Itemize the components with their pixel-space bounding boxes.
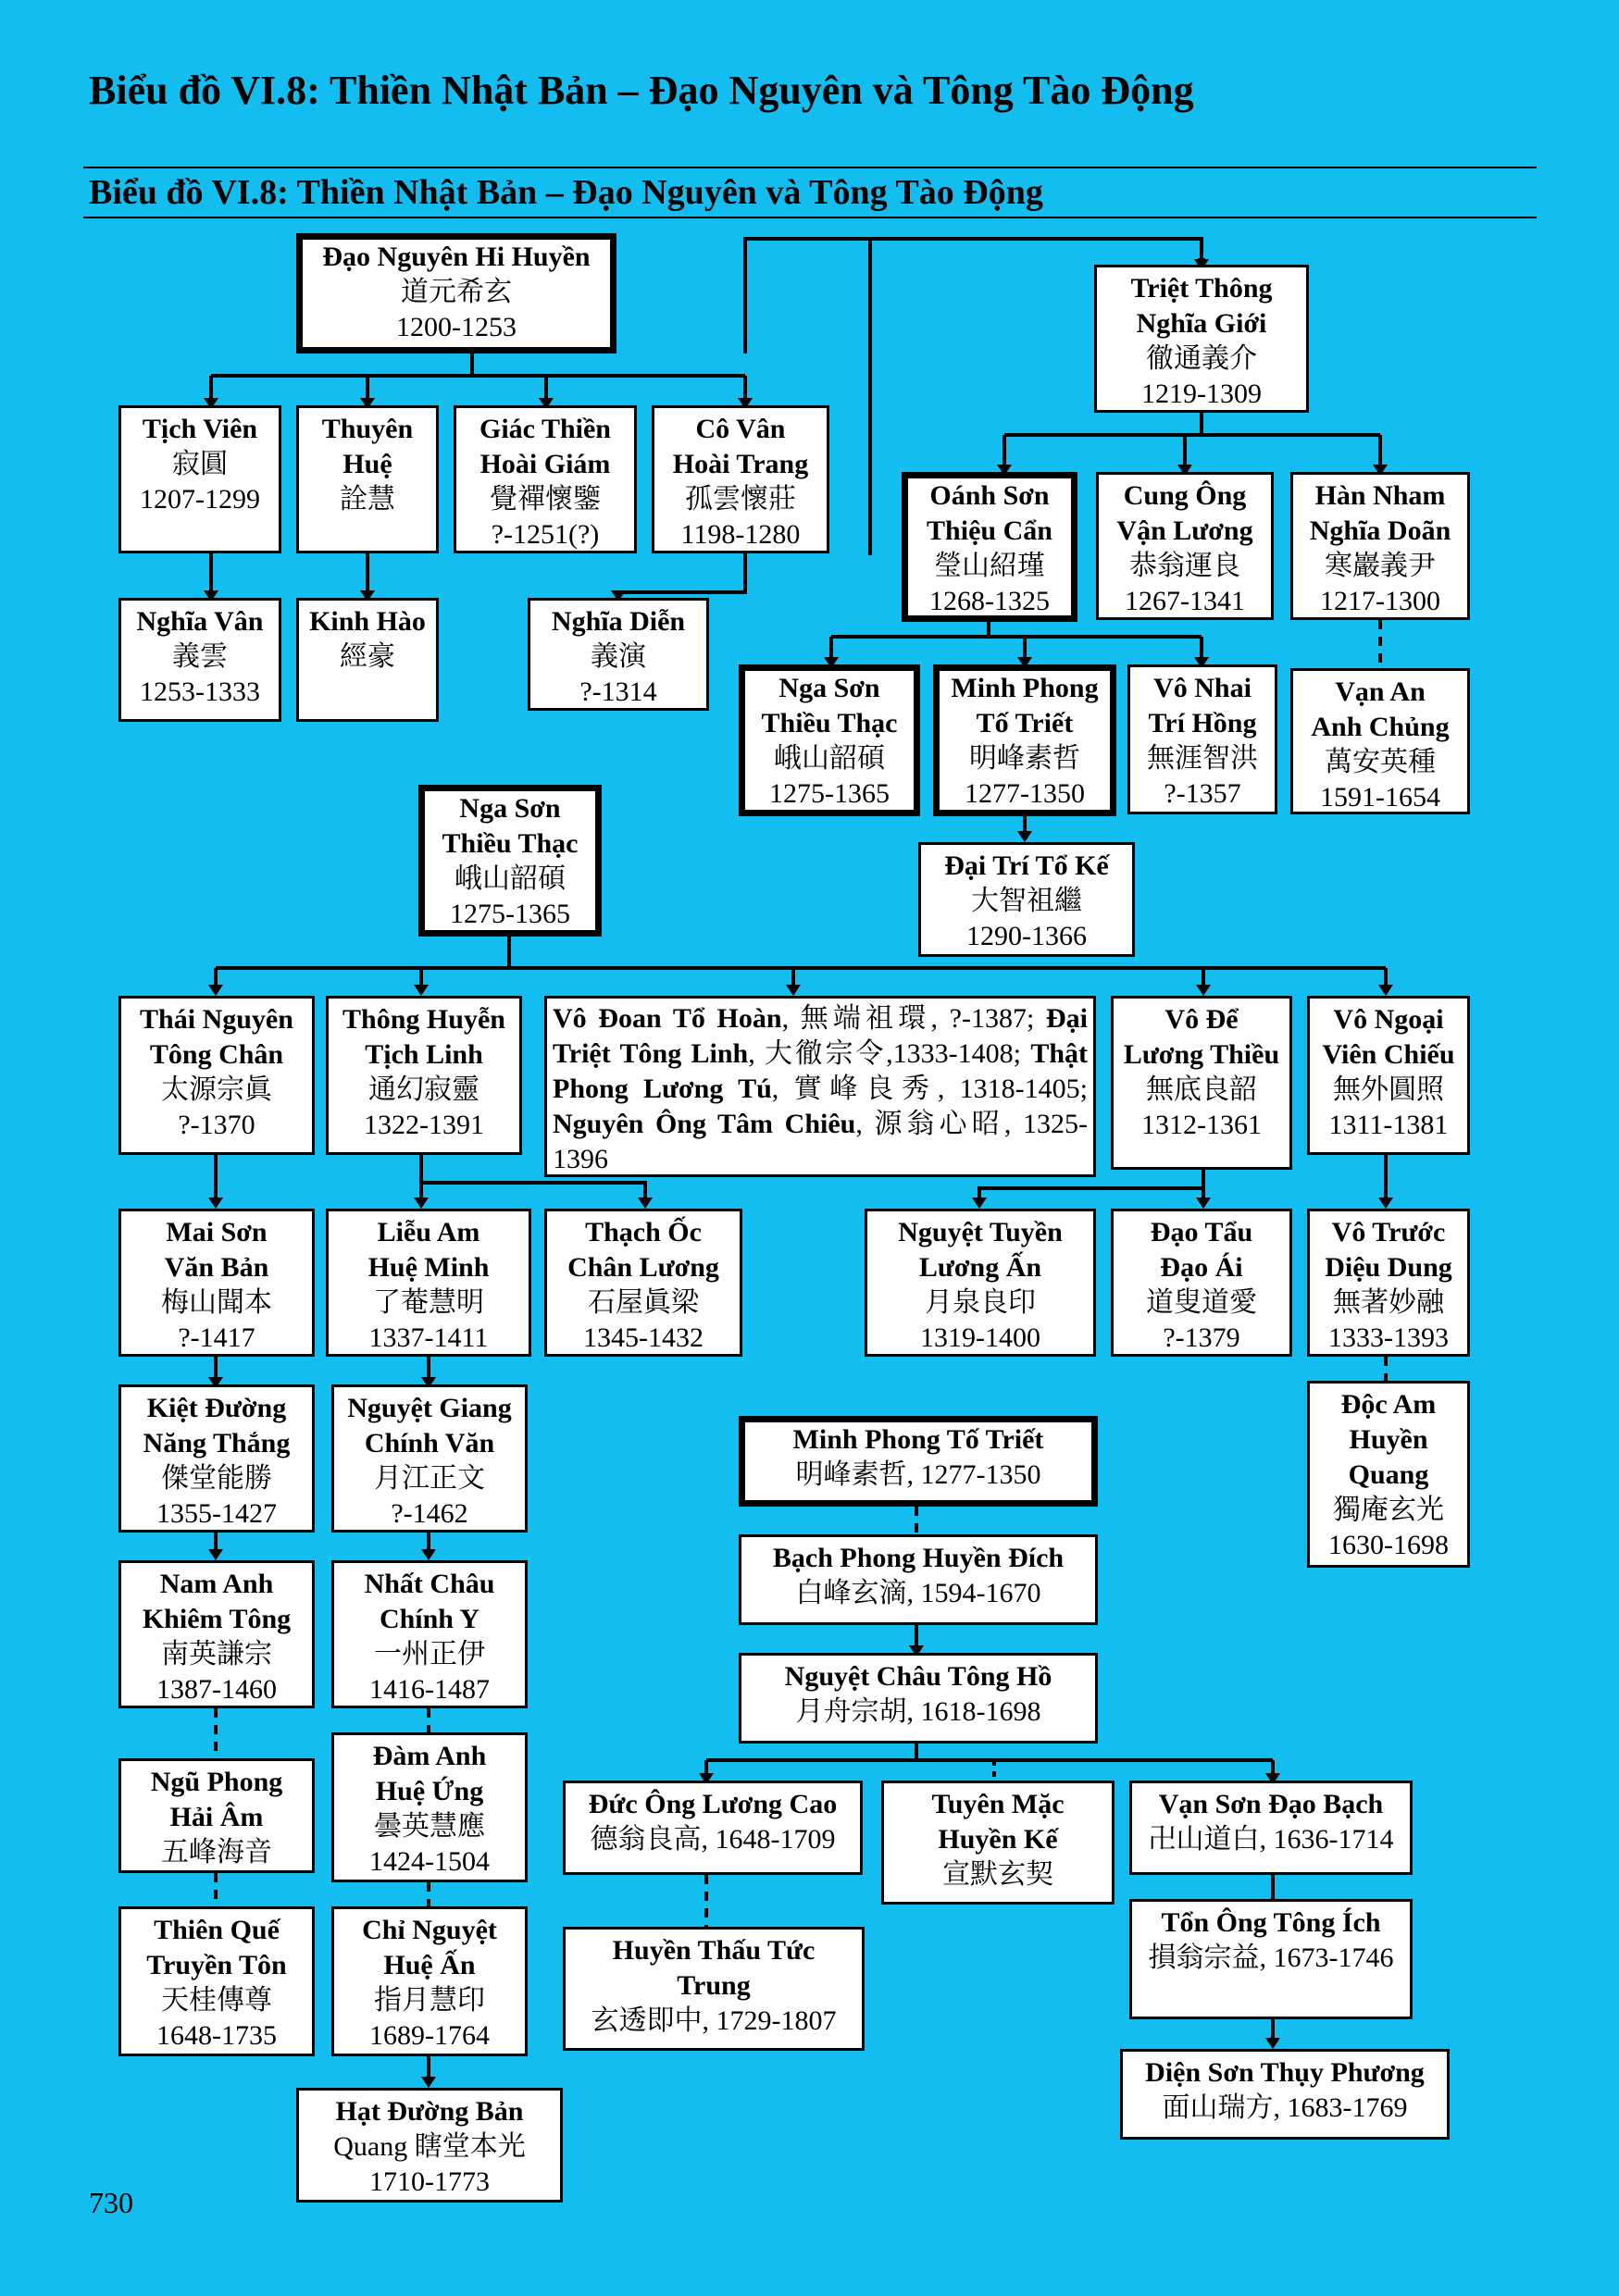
node-dien-son [1120,2049,1450,2140]
page-title: Biểu đồ VI.8: Thiền Nhật Bản – Đạo Nguyên và Tông Tào Động [89,68,1194,113]
node-chinese: 五峰海音 [161,1837,272,1868]
node-nga-son-mid [418,785,602,937]
node-name: Thiệu Cẩn [927,515,1052,546]
node-years: 1424-1504 [369,1846,490,1877]
node-giac-thien [454,405,637,553]
node-hat-duong [296,2088,563,2203]
node-name: Thiều Thạc [442,828,579,859]
node-vo-truoc [1307,1209,1470,1357]
node-chinese: 瑩山紹瑾 [934,551,1045,581]
node-name: Ngũ Phong [150,1767,283,1797]
node-name: Đạo Ái [1160,1252,1243,1283]
node-name: Vô Ngoại [1333,1004,1444,1035]
node-chinese: 道叟道愛 [1146,1287,1257,1318]
node-name: Thái Nguyên [140,1004,293,1035]
node-name: Hoài Giám [479,449,611,479]
node-dam-anh [331,1732,528,1882]
node-chinese: 孤雲懷莊 [685,484,796,515]
node-duc-ong [563,1781,863,1875]
node-name: Tông Chân [149,1039,284,1070]
node-name: Vạn An [1335,676,1426,707]
node-years: 1207-1299 [140,484,260,515]
node-chinese: 寒巖義尹 [1325,551,1436,581]
node-name: Chính Văn [364,1428,495,1458]
page-number: 730 [89,2186,133,2219]
node-chinese: 傑堂能勝 [161,1463,272,1494]
node-chinese: 覺禪懷鑒 [490,484,601,515]
node-name: Huyền Kế [938,1824,1058,1855]
chart-title: Biểu đồ VI.8: Thiền Nhật Bản – Đạo Nguyên và Tông Tào Động [89,173,1043,212]
node-years: 1345-1432 [583,1322,704,1353]
node-name: Hàn Nham [1314,480,1446,511]
node-thuyen-hue [296,405,439,553]
node-chinese-years: 卍山道白, 1636-1714 [1148,1824,1394,1855]
node-chinese: 一州正伊 [374,1639,485,1669]
node-chinese-years: 玄透即中, 1729-1807 [591,2005,837,2036]
node-years: 1630-1698 [1328,1530,1449,1560]
node-name: Vô Để [1164,1004,1239,1035]
node-name: Huệ Ấn [383,1950,476,1980]
node-minh-phong-low [739,1416,1098,1507]
node-chinese: 了菴慧明 [373,1287,484,1318]
node-chinese: 宣默玄契 [942,1859,1053,1890]
node-years: ?-1370 [178,1110,255,1140]
node-years: 1319-1400 [920,1322,1040,1353]
node-chi-nguyet [331,1906,528,2056]
node-name: Tịch Viên [142,414,258,444]
node-chinese: 大智祖繼 [971,886,1082,916]
node-huyen-thau [563,1927,865,2051]
node-chinese: 無底良韶 [1146,1074,1257,1105]
node-bach-phong [739,1534,1098,1625]
node-name: Thuyên [321,414,414,444]
node-name: Nghĩa Vân [136,606,264,637]
node-tuyen-mac [881,1781,1115,1905]
node-lieu-am [326,1209,531,1357]
node-years: 1689-1764 [369,2020,490,2051]
node-nghia-dien [528,598,709,711]
node-chinese: 獨庵玄光 [1333,1495,1444,1525]
node-chinese: 梅山聞本 [161,1287,272,1318]
node-name: Oánh Sơn [929,480,1050,511]
node-name: Huệ [342,449,392,479]
node-dai-tri [918,842,1135,957]
node-name: Triệt Thông [1130,273,1273,304]
node-name: Năng Thắng [143,1428,291,1458]
node-years: 1253-1333 [140,676,260,707]
node-name: Lương Thiều [1123,1039,1280,1070]
node-chinese: 義演 [591,641,646,672]
node-name: Minh Phong Tố Triết [792,1424,1044,1455]
node-thong-huyen [326,996,522,1155]
node-name: Nguyệt Tuyền [898,1217,1063,1247]
node-years: 1591-1654 [1320,782,1440,813]
node-thach-oc [544,1209,742,1357]
node-chinese: 月泉良印 [925,1287,1036,1318]
node-years: 1311-1381 [1328,1110,1449,1140]
node-years: 1333-1393 [1328,1322,1449,1353]
node-years: ?-1417 [178,1322,255,1353]
node-name: Huyền [1349,1424,1428,1455]
node-name: Bạch Phong Huyền Đích [772,1543,1065,1573]
node-name: Cô Vân [695,414,786,444]
node-chinese: 義雲 [172,641,228,672]
node-chinese: 無涯智洪 [1147,743,1258,774]
node-vo-ngoai [1307,996,1470,1155]
node-chinese-years: 月舟宗胡, 1618-1698 [795,1696,1041,1727]
node-van-son [1129,1781,1413,1875]
node-name: Liễu Am [377,1217,480,1247]
node-name: Vận Lương [1116,515,1253,546]
node-name: Nghĩa Doãn [1309,515,1451,546]
node-chinese-years: 白峰玄滴, 1594-1670 [795,1578,1041,1608]
node-van-an [1290,668,1470,814]
node-name: Văn Bản [164,1252,269,1283]
node-name: Vô Trước [1331,1217,1446,1247]
node-name: Trung [677,1970,751,2001]
node-name: Đại Triệt Tông Linh [553,1003,1088,1069]
node-name: Đức Ông Lương Cao [588,1789,838,1819]
node-name: Minh Phong [951,673,1099,703]
node-name: Đạo Tẩu [1150,1217,1253,1247]
node-years: 1337-1411 [368,1322,489,1353]
node-years: 1200-1253 [396,312,517,342]
node-name: Thiên Quế [154,1915,280,1945]
node-years: 1710-1773 [369,2166,490,2197]
node-chinese: 徹通義介 [1146,343,1257,374]
node-chinese: 石屋眞梁 [588,1287,699,1318]
node-chinese: 南英謙宗 [161,1639,272,1669]
node-name: Diện Sơn Thụy Phương [1145,2057,1425,2088]
node-name: Nam Anh [159,1569,274,1599]
node-name: Khiêm Tông [142,1604,292,1634]
node-chinese: 峨山韶碩 [774,743,885,774]
node-chinese: 天桂傳尊 [161,1985,272,2016]
node-name: Lương Ấn [918,1252,1042,1283]
node-name: Quang [1348,1459,1429,1490]
node-years: ?-1314 [579,676,657,707]
node-chinese: 道元希玄 [401,277,512,307]
node-name: Nga Sơn [778,673,880,703]
node-chinese: 恭翁運良 [1129,551,1240,581]
node-years: ?-1357 [1164,778,1241,809]
node-chinese-years: 明峰素哲, 1277-1350 [795,1459,1041,1490]
node-name: Nhất Châu [364,1569,495,1599]
node-chinese: 通幻寂靈 [368,1074,479,1105]
node-name: Chính Y [379,1604,480,1634]
node-years: ?-1462 [391,1498,468,1529]
node-ton-ong [1129,1899,1413,2019]
node-chinese: 萬安英種 [1325,747,1436,777]
node-nghia-van [118,598,281,722]
node-name: Tuyên Mặc [931,1789,1065,1819]
node-name: Nghĩa Giới [1136,308,1267,339]
node-name: Viên Chiếu [1322,1039,1455,1070]
node-minh-phong-top [933,664,1116,816]
node-name: Mai Sơn [166,1217,268,1247]
node-years: 1322-1391 [364,1110,484,1140]
node-name: Tố Triết [976,708,1074,738]
node-years: 1387-1460 [156,1674,277,1705]
node-ngu-phong [118,1758,315,1873]
node-name: Nguyệt Châu Tông Hồ [784,1661,1052,1692]
node-name: Thật Phong Lương Tú [553,1038,1088,1104]
node-details: , 大徹宗令,1333-1408; [748,1038,1031,1069]
node-chinese: 詮慧 [340,484,395,515]
node-years: 1275-1365 [769,778,890,809]
node-name: Đại Trí Tổ Kế [944,850,1109,881]
node-kinh-hao [296,598,439,722]
node-years: ?-1251(?) [491,519,600,550]
node-nguyet-tuyen [865,1209,1096,1357]
node-details: , 源翁心昭, 1325-1396 [553,1109,1088,1174]
node-thien-que [118,1906,315,2056]
node-nguyet-giang [331,1384,528,1533]
node-name: Hải Âm [169,1802,264,1832]
node-name: Tổn Ông Tông Ích [1161,1907,1381,1938]
node-nam-anh [118,1560,315,1708]
node-chinese: 明峰素哲 [969,743,1080,774]
node-name: Chân Lương [567,1252,719,1283]
node-years: 1416-1487 [369,1674,490,1705]
node-name: Nghĩa Diễn [551,606,686,637]
node-chinese: 曇英慧應 [374,1811,485,1842]
node-thai-nguyen [118,996,315,1155]
node-dao-tau [1111,1209,1292,1357]
node-name-chinese: Quang 瞎堂本光 [333,2131,526,2162]
node-details: , 無端祖環, ?-1387; [781,1003,1046,1034]
node-name: Giác Thiền [479,414,611,444]
node-chinese-years: 面山瑞方, 1683-1769 [1162,2092,1408,2123]
node-years: 1217-1300 [1320,586,1440,616]
node-years: 1275-1365 [450,899,570,929]
node-vo-nhai [1127,664,1277,814]
node-vo-de [1111,996,1292,1170]
node-name: Nguyên Ông Tâm Chiêu [553,1109,856,1139]
node-chinese: 無外圓照 [1333,1074,1444,1105]
node-name: Thạch Ốc [585,1217,702,1247]
node-years: 1219-1309 [1141,379,1262,409]
node-chinese: 經豪 [340,641,395,672]
node-years: 1198-1280 [680,519,801,550]
node-years: 1268-1325 [929,586,1050,616]
node-name: Hạt Đường Bản [335,2096,524,2127]
node-cung-ong [1096,472,1274,620]
node-nga-son-top [739,664,920,816]
node-tich-vien [118,405,281,553]
node-chinese: 月江正文 [374,1463,485,1494]
node-years: ?-1379 [1163,1322,1240,1353]
node-kiet-duong [118,1384,315,1533]
node-name: Đạo Nguyên Hi Huyền [322,242,591,272]
node-years: 1355-1427 [156,1498,277,1529]
node-chinese: 無著妙融 [1333,1287,1444,1318]
node-co-van [652,405,829,553]
node-name: Trí Hồng [1148,708,1257,738]
node-years: 1277-1350 [965,778,1085,809]
node-name: Vô Nhai [1153,673,1252,703]
node-name: Hoài Trang [672,449,809,479]
node-oanh-son [902,472,1077,622]
node-name: Nga Sơn [459,793,561,824]
node-years: 1290-1366 [966,921,1087,951]
node-name: Cung Ông [1123,480,1247,511]
node-mai-son [118,1209,315,1357]
node-han-nham [1290,472,1470,620]
node-name: Huệ Minh [367,1252,490,1283]
node-years: 1312-1361 [1141,1110,1262,1140]
node-name: Thiều Thạc [761,708,898,738]
node-name: Độc Am [1340,1389,1437,1420]
node-chinese: 寂圓 [172,449,228,479]
node-years: 1648-1735 [156,2020,277,2051]
node-name: Diệu Dung [1325,1252,1452,1283]
node-name: Kiệt Đường [146,1393,287,1423]
node-name: Nguyệt Giang [347,1393,512,1423]
node-chinese-years: 德翁良高, 1648-1709 [590,1824,836,1855]
node-nhat-chau [331,1560,528,1708]
node-name: Chỉ Nguyệt [362,1915,497,1945]
node-details: , 實峰良秀, 1318-1405; [771,1074,1089,1104]
node-name: Huệ Ứng [375,1776,484,1806]
node-name: Thông Huyễn [342,1004,505,1035]
node-name: Vô Đoan Tổ Hoàn [553,1003,782,1034]
node-chinese: 峨山韶碩 [455,863,566,894]
node-name: Anh Chủng [1311,712,1450,742]
node-chinese: 指月慧印 [374,1985,485,2016]
node-chinese-years: 損翁宗益, 1673-1746 [1148,1942,1394,1973]
node-name: Huyền Thấu Tức [612,1935,816,1966]
node-doc-am [1307,1381,1470,1568]
node-nguyet-chau [739,1653,1098,1744]
node-name: Tịch Linh [365,1039,483,1070]
node-dao-nguyen [296,233,616,354]
node-triet-thong [1094,265,1309,413]
node-name: Kinh Hào [309,606,426,637]
node-years: 1267-1341 [1125,586,1245,616]
node-name: Đàm Anh [372,1741,487,1771]
node-chinese: 太源宗眞 [161,1074,272,1105]
node-name: Vạn Sơn Đạo Bạch [1158,1789,1384,1819]
node-vo-doan-group [544,996,1096,1177]
node-name: Truyền Tôn [146,1950,287,1980]
